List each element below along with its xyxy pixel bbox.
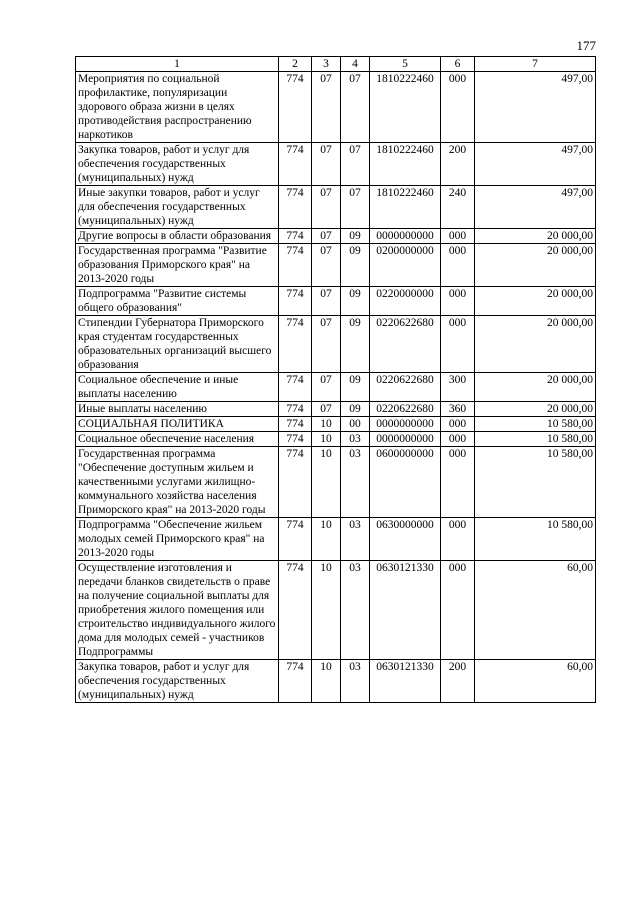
row-rz: 07 bbox=[312, 143, 341, 186]
row-vr: 000 bbox=[441, 287, 475, 316]
row-vr: 200 bbox=[441, 143, 475, 186]
row-csr: 0000000000 bbox=[370, 417, 441, 432]
row-rz: 10 bbox=[312, 561, 341, 660]
row-ved: 774 bbox=[279, 660, 312, 703]
table-row bbox=[76, 72, 596, 143]
table-row bbox=[76, 186, 596, 229]
row-csr: 0220622680 bbox=[370, 373, 441, 402]
table-row bbox=[76, 373, 596, 402]
row-pr: 03 bbox=[341, 447, 370, 518]
row-csr: 0630121330 bbox=[370, 660, 441, 703]
row-ved: 774 bbox=[279, 518, 312, 561]
row-name: Подпрограмма "Развитие системы общего образования" bbox=[76, 287, 279, 316]
row-vr: 000 bbox=[441, 417, 475, 432]
row-name: Государственная программа "Обеспечение доступным жильем и качественными услугами жилищно-коммунального хозяйства населения Приморского края" на 2013-2020 годы bbox=[76, 447, 279, 518]
header-col-5: 5 bbox=[370, 57, 441, 72]
row-sum: 497,00 bbox=[475, 72, 596, 143]
table-row bbox=[76, 402, 596, 417]
row-pr: 07 bbox=[341, 186, 370, 229]
row-csr: 0000000000 bbox=[370, 432, 441, 447]
header-col-6: 6 bbox=[441, 57, 475, 72]
row-sum: 20 000,00 bbox=[475, 373, 596, 402]
row-rz: 07 bbox=[312, 186, 341, 229]
row-pr: 09 bbox=[341, 402, 370, 417]
row-rz: 10 bbox=[312, 417, 341, 432]
row-rz: 07 bbox=[312, 316, 341, 373]
table-row bbox=[76, 287, 596, 316]
row-name: Подпрограмма "Обеспечение жильем молодых семей Приморского края" на 2013-2020 годы bbox=[76, 518, 279, 561]
row-csr: 0220622680 bbox=[370, 316, 441, 373]
table-row bbox=[76, 432, 596, 447]
row-ved: 774 bbox=[279, 229, 312, 244]
row-vr: 000 bbox=[441, 447, 475, 518]
row-rz: 07 bbox=[312, 402, 341, 417]
row-vr: 200 bbox=[441, 660, 475, 703]
row-name: Социальное обеспечение населения bbox=[76, 432, 279, 447]
row-ved: 774 bbox=[279, 244, 312, 287]
row-name: Мероприятия по социальной профилактике, популяризации здорового образа жизни в целях противодействия распространению наркотиков bbox=[76, 72, 279, 143]
row-sum: 60,00 bbox=[475, 561, 596, 660]
table-row bbox=[76, 561, 596, 660]
row-name: Осуществление изготовления и передачи бланков свидетельств о праве на получение социальной выплаты для приобретения жилого помещения или строительство индивидуального жилого дома для молодых семей - участников Подпрограммы bbox=[76, 561, 279, 660]
row-csr: 1810222460 bbox=[370, 72, 441, 143]
table-row bbox=[76, 660, 596, 703]
row-pr: 00 bbox=[341, 417, 370, 432]
row-rz: 07 bbox=[312, 229, 341, 244]
row-pr: 07 bbox=[341, 72, 370, 143]
row-vr: 000 bbox=[441, 432, 475, 447]
row-ved: 774 bbox=[279, 316, 312, 373]
table-row bbox=[76, 229, 596, 244]
page-number: 177 bbox=[576, 38, 596, 53]
row-rz: 10 bbox=[312, 518, 341, 561]
header-row bbox=[76, 57, 596, 72]
row-ved: 774 bbox=[279, 143, 312, 186]
row-sum: 10 580,00 bbox=[475, 432, 596, 447]
row-csr: 0200000000 bbox=[370, 244, 441, 287]
row-sum: 10 580,00 bbox=[475, 518, 596, 561]
row-name: Иные закупки товаров, работ и услуг для обеспечения государственных (муниципальных) нужд bbox=[76, 186, 279, 229]
row-vr: 000 bbox=[441, 518, 475, 561]
row-vr: 000 bbox=[441, 72, 475, 143]
row-name: СОЦИАЛЬНАЯ ПОЛИТИКА bbox=[76, 417, 279, 432]
row-name: Иные выплаты населению bbox=[76, 402, 279, 417]
row-sum: 20 000,00 bbox=[475, 287, 596, 316]
row-rz: 10 bbox=[312, 432, 341, 447]
row-name: Государственная программа "Развитие образования Приморского края" на 2013-2020 годы bbox=[76, 244, 279, 287]
budget-table bbox=[75, 56, 596, 703]
row-csr: 0600000000 bbox=[370, 447, 441, 518]
row-name: Закупка товаров, работ и услуг для обеспечения государственных (муниципальных) нужд bbox=[76, 660, 279, 703]
row-rz: 07 bbox=[312, 287, 341, 316]
row-ved: 774 bbox=[279, 447, 312, 518]
table-row bbox=[76, 316, 596, 373]
row-pr: 03 bbox=[341, 518, 370, 561]
header-col-4: 4 bbox=[341, 57, 370, 72]
row-rz: 07 bbox=[312, 72, 341, 143]
row-sum: 20 000,00 bbox=[475, 244, 596, 287]
row-sum: 60,00 bbox=[475, 660, 596, 703]
row-sum: 10 580,00 bbox=[475, 417, 596, 432]
row-ved: 774 bbox=[279, 373, 312, 402]
row-name: Социальное обеспечение и иные выплаты населению bbox=[76, 373, 279, 402]
row-pr: 03 bbox=[341, 561, 370, 660]
table-row bbox=[76, 447, 596, 518]
row-rz: 10 bbox=[312, 447, 341, 518]
row-vr: 300 bbox=[441, 373, 475, 402]
row-pr: 03 bbox=[341, 660, 370, 703]
row-pr: 09 bbox=[341, 287, 370, 316]
row-csr: 0630121330 bbox=[370, 561, 441, 660]
row-rz: 07 bbox=[312, 244, 341, 287]
row-rz: 10 bbox=[312, 660, 341, 703]
table-row bbox=[76, 244, 596, 287]
row-vr: 000 bbox=[441, 244, 475, 287]
header-col-3: 3 bbox=[312, 57, 341, 72]
row-sum: 497,00 bbox=[475, 186, 596, 229]
row-ved: 774 bbox=[279, 186, 312, 229]
row-csr: 0220622680 bbox=[370, 402, 441, 417]
row-name: Закупка товаров, работ и услуг для обеспечения государственных (муниципальных) нужд bbox=[76, 143, 279, 186]
row-csr: 1810222460 bbox=[370, 143, 441, 186]
row-ved: 774 bbox=[279, 432, 312, 447]
row-csr: 1810222460 bbox=[370, 186, 441, 229]
row-vr: 000 bbox=[441, 316, 475, 373]
row-sum: 20 000,00 bbox=[475, 229, 596, 244]
row-vr: 360 bbox=[441, 402, 475, 417]
row-rz: 07 bbox=[312, 373, 341, 402]
row-ved: 774 bbox=[279, 402, 312, 417]
row-vr: 240 bbox=[441, 186, 475, 229]
row-ved: 774 bbox=[279, 417, 312, 432]
header-col-2: 2 bbox=[279, 57, 312, 72]
row-sum: 10 580,00 bbox=[475, 447, 596, 518]
row-sum: 20 000,00 bbox=[475, 316, 596, 373]
row-csr: 0220000000 bbox=[370, 287, 441, 316]
header-col-1: 1 bbox=[76, 57, 279, 72]
row-sum: 497,00 bbox=[475, 143, 596, 186]
table-row bbox=[76, 143, 596, 186]
row-pr: 09 bbox=[341, 373, 370, 402]
row-vr: 000 bbox=[441, 561, 475, 660]
row-ved: 774 bbox=[279, 287, 312, 316]
row-pr: 09 bbox=[341, 229, 370, 244]
row-csr: 0630000000 bbox=[370, 518, 441, 561]
row-sum: 20 000,00 bbox=[475, 402, 596, 417]
row-ved: 774 bbox=[279, 561, 312, 660]
row-vr: 000 bbox=[441, 229, 475, 244]
row-csr: 0000000000 bbox=[370, 229, 441, 244]
row-pr: 07 bbox=[341, 143, 370, 186]
header-col-7: 7 bbox=[475, 57, 596, 72]
row-pr: 09 bbox=[341, 316, 370, 373]
row-ved: 774 bbox=[279, 72, 312, 143]
row-name: Другие вопросы в области образования bbox=[76, 229, 279, 244]
row-name: Стипендии Губернатора Приморского края студентам государственных образовательных организаций высшего образования bbox=[76, 316, 279, 373]
row-pr: 09 bbox=[341, 244, 370, 287]
table-row bbox=[76, 518, 596, 561]
row-pr: 03 bbox=[341, 432, 370, 447]
table-row bbox=[76, 417, 596, 432]
